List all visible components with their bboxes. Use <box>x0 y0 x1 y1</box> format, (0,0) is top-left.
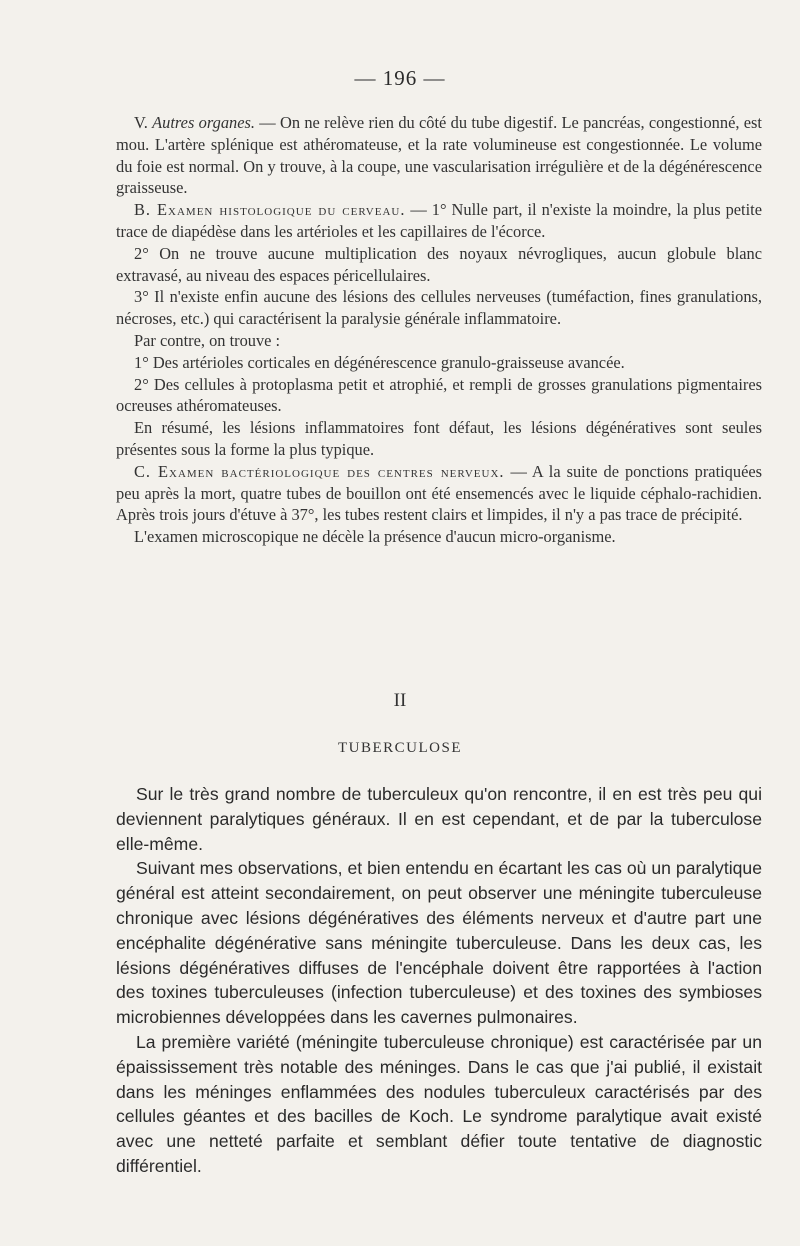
organs-label: V. <box>134 113 148 132</box>
histology-paragraph-3: 3° Il n'existe enfin aucune des lésions des cellules nerveuses (tuméfaction, fines granulations, nécroses, etc.) qui caractérisent la paralysie générale inflammatoire. <box>116 287 762 329</box>
page-number: — 196 — <box>354 66 446 90</box>
organs-text: — On ne relève rien du côté du tube digestif. Le pancréas, congestionné, est mou. L'artère splénique est athéromateuse, et la rate volumineuse est congestionnée. Le volume du foie est normal. On y trouve, à la coupe, une vascularisation irrégulière et de la dégénérescence graisseuse. <box>116 113 762 198</box>
bacteriology-heading: C. Examen bactériologique des centres nerveux. <box>134 461 505 481</box>
autopsy-notes <box>116 112 762 548</box>
histology-summary: En résumé, les lésions inflammatoires font défaut, les lésions dégénératives sont seules présentes sous la forme la plus typique. <box>116 418 762 459</box>
bacteriology-text-1: — A la suite de ponctions pratiquées peu après la mort, quatre tubes de bouillon ont été ensemencés avec le liquide céphalo-rachidien. Après trois jours d'étuve à 37°, les tubes restent clairs et limpides, il n'y a pas trace de précipité. <box>116 461 762 525</box>
bacteriology-paragraph <box>116 461 762 526</box>
other-organs-paragraph <box>116 112 762 199</box>
histology-paragraph-6: 2° Des cellules à protoplasma petit et atrophié, et rempli de grosses granulations pigmentaires ocreuses athéromateuses. <box>116 374 762 416</box>
bacteriology-paragraph-2: L'examen microscopique ne décèle la présence d'aucun micro-organisme. <box>134 527 616 547</box>
tuberculosis-text <box>116 782 762 1179</box>
section-number: II <box>393 690 407 711</box>
histology-text-1: — 1° Nulle part, il n'existe la moindre, la plus petite trace de diapédèse dans les artérioles et les capillaires de l'écorce. <box>116 200 762 241</box>
histology-paragraph-4: Par contre, on trouve : <box>134 330 281 350</box>
histology-paragraph <box>116 199 762 243</box>
section-title: TUBERCULOSE <box>337 740 462 756</box>
histology-heading: B. Examen histologique du cerveau. <box>134 200 406 220</box>
histology-paragraph-2: 2° On ne trouve aucune multiplication des noyaux névrogliques, aucun globule blanc extravasé, au niveau des espaces péricellulaires. <box>116 243 762 285</box>
tuberculosis-paragraph-3: La première variété (méningite tuberculeuse chronique) est caractérisée par un épaississement très notable des méninges. Dans le cas que j'ai publié, il existait dans les méninges enflammées des nodules tuberculeux caractérisés par des cellules géantes et des bacilles de Koch. Le syndrome paralytique avait existé avec une netteté parfaite et semblant défier toute tentative de diagnostic différentiel. <box>116 1031 762 1176</box>
tuberculosis-paragraph-1: Sur le très grand nombre de tuberculeux qu'on rencontre, il en est très peu qui deviennent paralytiques généraux. Il en est cependant, et de par la tuberculose elle-même. <box>116 784 762 854</box>
tuberculosis-paragraph-2: Suivant mes observations, et bien entendu en écartant les cas où un paralytique général est atteint secondairement, on peut observer une méningite tuberculeuse chronique avec lésions dégénératives des éléments nerveux et d'autre part une encéphalite dégénérative sans méningite tuberculeuse. Dans les deux cas, les lésions dégénératives diffuses de l'encéphale doivent être rapportées à l'action des toxines tuberculeuses (infection tuberculeuse) et des toxines des symbioses microbiennes développées dans les cavernes pulmonaires. <box>116 858 762 1028</box>
organs-title: Autres organes. <box>152 113 255 132</box>
histology-paragraph-5: 1° Des artérioles corticales en dégénérescence granulo-graisseuse avancée. <box>134 352 625 372</box>
